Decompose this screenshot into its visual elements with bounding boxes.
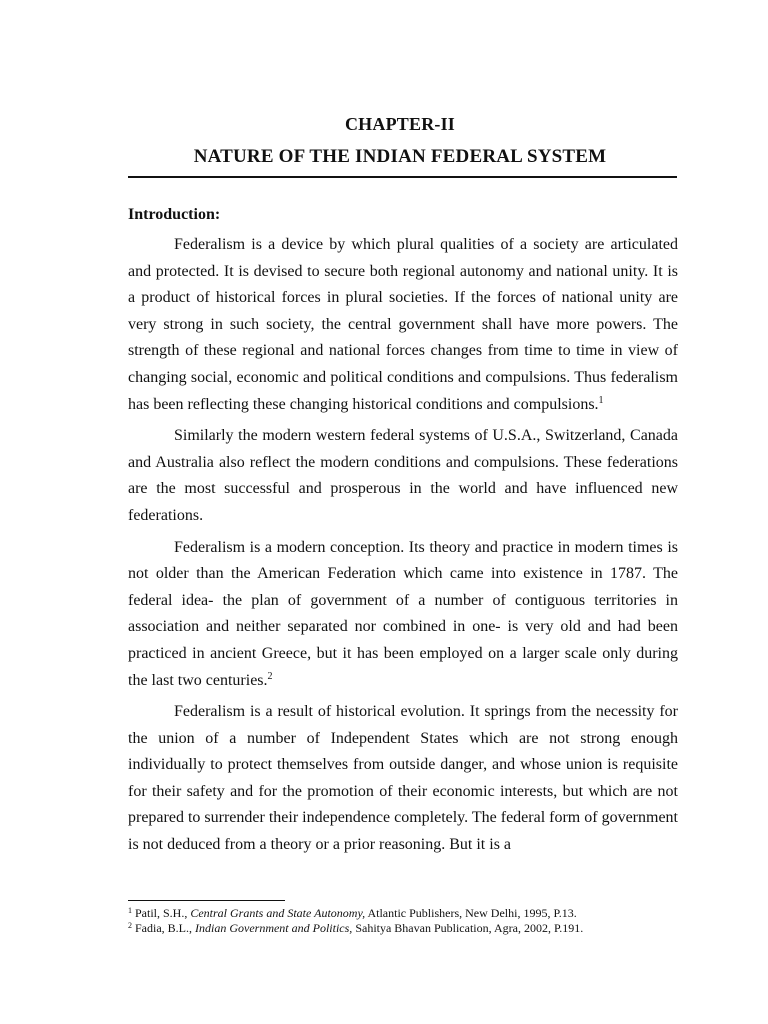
title-underline: [128, 176, 677, 178]
paragraph: [128, 423, 678, 529]
paragraph: [128, 699, 678, 859]
section-heading: Introduction:: [128, 206, 221, 223]
footnote-author: Patil, S.H.,: [135, 906, 191, 920]
footnote-ref: 2: [267, 670, 273, 682]
footnote-number: 2: [128, 921, 132, 930]
footnote-divider: [128, 900, 285, 901]
paragraph: [128, 232, 678, 418]
footnote-details: Atlantic Publishers, New Delhi, 1995, P.13.: [365, 906, 577, 920]
body-text: [128, 232, 678, 859]
footnote-work: Central Grants and State Autonomy,: [190, 906, 366, 920]
paragraph: [128, 535, 678, 695]
footnote-number: 1: [128, 906, 132, 915]
footnote: [128, 906, 688, 921]
paragraph-text: Federalism is a result of historical evolution. It springs from the necessity for the union of a number of Independent States which are not strong enough individually to protect themselves from outside danger, and whose union is requisite for their safety and for the promotion of their economic interests, but which are not prepared to surrender their independence completely. The federal form of government is not deduced from a theory or a prior reasoning. But it is a: [128, 703, 678, 854]
footnote-author: Fadia, B.L.,: [135, 921, 195, 935]
paragraph-text: Federalism is a device by which plural qualities of a society are articulated and protected. It is devised to secure both regional autonomy and national unity. It is a product of historical forces in plural societies. If the forces of national unity are very strong in such society, the central government shall have more powers. The strength of these regional and national forces changes from time to time in view of changing social, economic and political conditions and compulsions. Thus federalism has been reflecting these changing historical conditions and compulsions.: [128, 236, 678, 413]
chapter-number: CHAPTER-II: [344, 114, 455, 134]
footnote-details: Sahitya Bhavan Publication, Agra, 2002, P.191.: [352, 921, 584, 935]
footnote-work: Indian Government and Politics,: [195, 921, 353, 935]
paragraph-text: Federalism is a modern conception. Its theory and practice in modern times is not older than the American Federation which came into existence in 1787. The federal idea- the plan of government of a number of contiguous territories in association and neither separated nor combined in one- is very old and had been practiced in ancient Greece, but it has been employed on a larger scale only during the last two centuries.: [128, 538, 678, 689]
footnotes: [128, 906, 688, 936]
footnote: [128, 921, 688, 936]
chapter-title: NATURE OF THE INDIAN FEDERAL SYSTEM: [193, 146, 607, 167]
paragraph-text: Similarly the modern western federal systems of U.S.A., Switzerland, Canada and Australia also reflect the modern conditions and compulsions. These federations are the most successful and prosperous in the world and have influenced new federations.: [128, 427, 678, 524]
footnote-ref: 1: [598, 394, 604, 406]
